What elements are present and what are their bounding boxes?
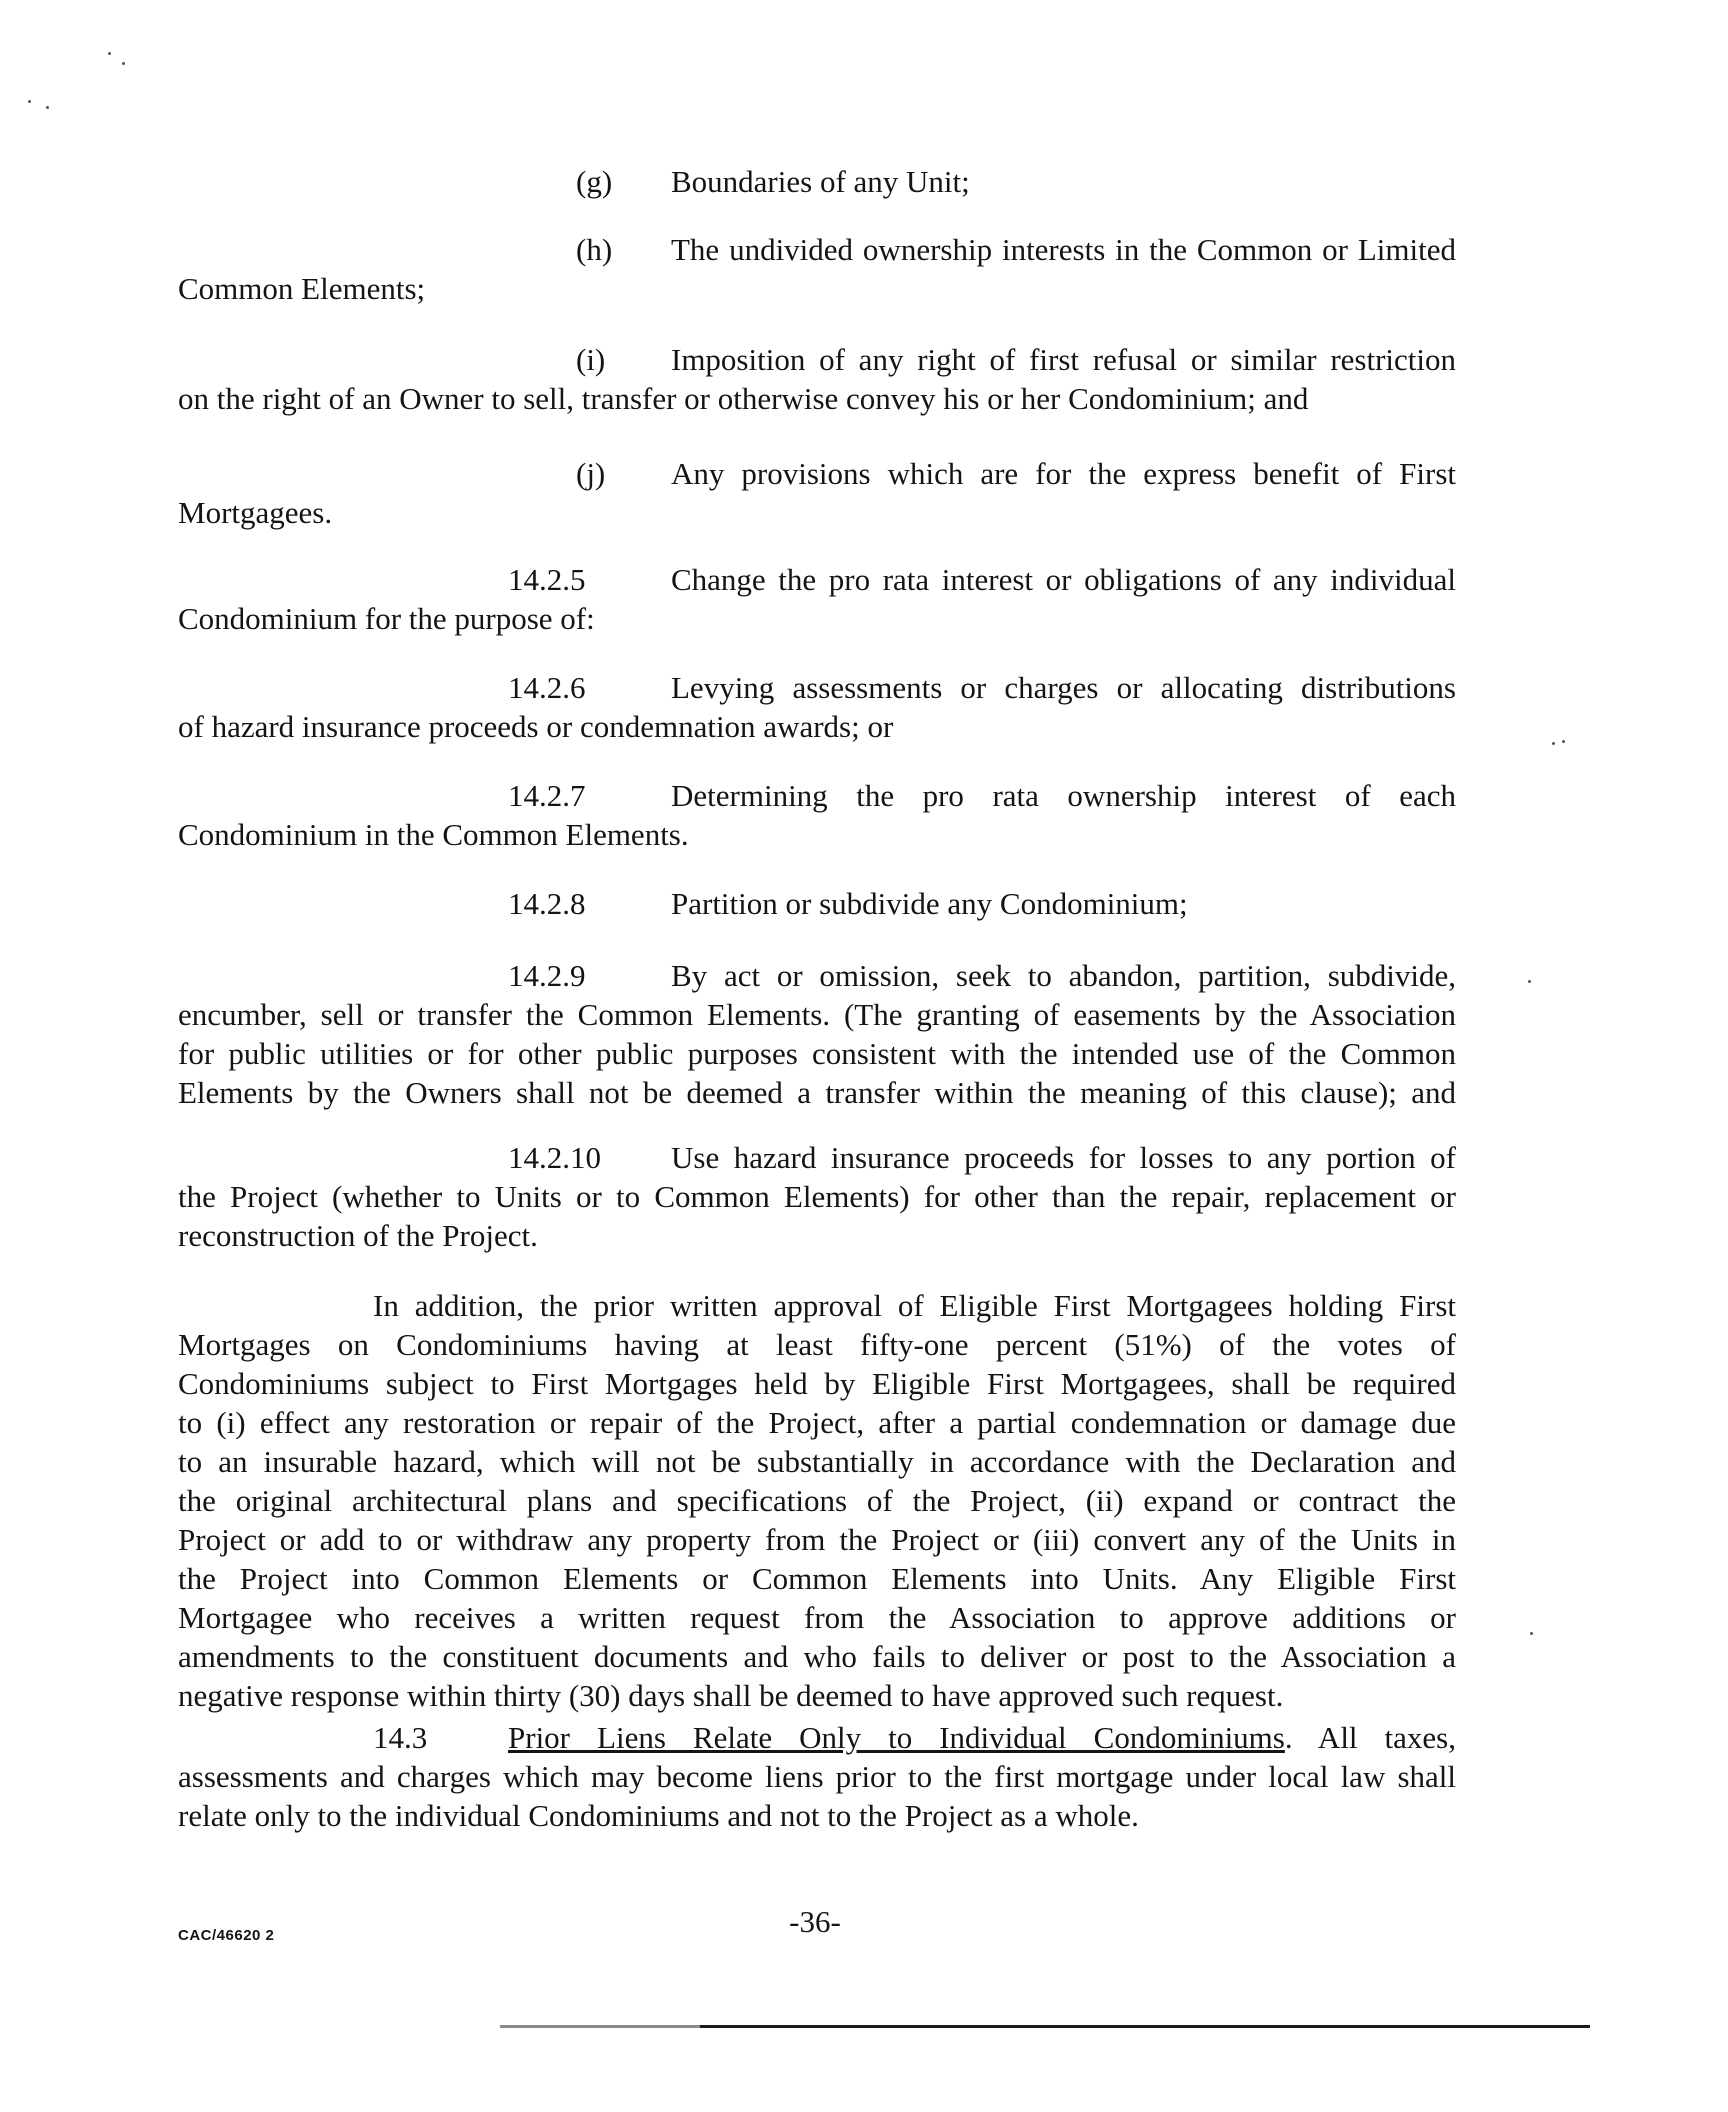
paragraph-line: to an insurable hazard, which will not be substantially in accordance with the Declaration and bbox=[178, 1444, 1456, 1479]
paragraph-line: the Project into Common Elements or Common Elements into Units. Any Eligible First bbox=[178, 1561, 1456, 1596]
section-number: 14.2.5 bbox=[508, 562, 586, 597]
scan-speck bbox=[1530, 1632, 1533, 1635]
section-number: 14.3 bbox=[373, 1720, 428, 1755]
section-text-line2: Condominium in the Common Elements. bbox=[178, 817, 689, 852]
section-text-line1: . All taxes, bbox=[1284, 1720, 1456, 1755]
item-text-line2: Common Elements; bbox=[178, 271, 426, 306]
paragraph-line: to (i) effect any restoration or repair of the Project, after a partial condemnation or damage due bbox=[178, 1405, 1456, 1440]
footer-rule-faded bbox=[500, 2025, 700, 2028]
section-14-2-8 bbox=[178, 884, 1456, 923]
item-text-line1: The undivided ownership interests in the Common or Limited bbox=[671, 232, 1456, 267]
scan-speck bbox=[1562, 740, 1565, 743]
scan-speck bbox=[28, 100, 31, 103]
item-text: Boundaries of any Unit; bbox=[671, 164, 970, 199]
section-heading: Prior Liens Relate Only to Individual Condominiums bbox=[508, 1720, 1285, 1755]
section-text-line4: Elements by the Owners shall not be deemed a transfer within the meaning of this clause); and bbox=[178, 1075, 1456, 1110]
section-14-2-10 bbox=[178, 1138, 1456, 1255]
section-text-line1: Change the pro rata interest or obligations of any individual bbox=[671, 562, 1456, 597]
section-text: Partition or subdivide any Condominium; bbox=[671, 886, 1188, 921]
scan-speck bbox=[46, 106, 49, 109]
scan-speck bbox=[1552, 742, 1555, 745]
item-text-line2: Mortgagees. bbox=[178, 495, 333, 530]
paragraph-line: the original architectural plans and specifications of the Project, (ii) expand or contract the bbox=[178, 1483, 1456, 1518]
item-text-line1: Imposition of any right of first refusal or similar restriction bbox=[671, 342, 1456, 377]
section-text-line1: By act or omission, seek to abandon, partition, subdivide, bbox=[671, 958, 1456, 993]
scan-speck bbox=[1528, 980, 1531, 983]
addition-paragraph bbox=[178, 1286, 1456, 1715]
section-text-line2: Condominium for the purpose of: bbox=[178, 601, 595, 636]
section-text-line3: for public utilities or for other public purposes consistent with the intended use of the Common bbox=[178, 1036, 1456, 1071]
section-number: 14.2.9 bbox=[508, 958, 586, 993]
paragraph-line: Mortgagee who receives a written request from the Association to approve additions or bbox=[178, 1600, 1456, 1635]
item-text-line1: Any provisions which are for the express benefit of First bbox=[671, 456, 1456, 491]
section-number: 14.2.8 bbox=[508, 886, 586, 921]
section-number: 14.2.6 bbox=[508, 670, 586, 705]
section-14-3 bbox=[178, 1718, 1456, 1835]
paragraph-line: Condominiums subject to First Mortgages held by Eligible First Mortgagees, shall be required bbox=[178, 1366, 1456, 1401]
paragraph-line: In addition, the prior written approval of Eligible First Mortgagees holding First bbox=[373, 1288, 1456, 1323]
section-text-line3: relate only to the individual Condominiums and not to the Project as a whole. bbox=[178, 1798, 1139, 1833]
item-label: (h) bbox=[576, 232, 613, 267]
section-text-line1: Determining the pro rata ownership interest of each bbox=[671, 778, 1456, 813]
item-j bbox=[178, 454, 1456, 532]
paragraph-line: Project or add to or withdraw any property from the Project or (iii) convert any of the Units in bbox=[178, 1522, 1456, 1557]
page-number: -36- bbox=[789, 1904, 841, 1939]
document-code: CAC/46620 2 bbox=[178, 1927, 275, 1944]
section-text-line2: the Project (whether to Units or to Common Elements) for other than the repair, replacement or bbox=[178, 1179, 1456, 1214]
section-text-line3: reconstruction of the Project. bbox=[178, 1218, 538, 1253]
paragraph-line: amendments to the constituent documents and who fails to deliver or post to the Association a bbox=[178, 1639, 1456, 1674]
item-label: (j) bbox=[576, 456, 606, 491]
section-text-line1: Levying assessments or charges or allocating distributions bbox=[671, 670, 1456, 705]
scan-speck bbox=[108, 52, 111, 55]
section-text-line2: of hazard insurance proceeds or condemnation awards; or bbox=[178, 709, 894, 744]
section-14-2-7 bbox=[178, 776, 1456, 854]
item-i bbox=[178, 340, 1456, 418]
section-number: 14.2.10 bbox=[508, 1140, 601, 1175]
section-14-2-6 bbox=[178, 668, 1456, 746]
section-number: 14.2.7 bbox=[508, 778, 586, 813]
section-text-line2: assessments and charges which may become liens prior to the first mortgage under local law shall bbox=[178, 1759, 1456, 1794]
item-text-line2: on the right of an Owner to sell, transfer or otherwise convey his or her Condominium; and bbox=[178, 381, 1309, 416]
item-g bbox=[178, 162, 1456, 201]
scan-speck bbox=[122, 62, 125, 65]
item-label: (g) bbox=[576, 164, 613, 199]
section-14-2-5 bbox=[178, 560, 1456, 638]
item-h bbox=[178, 230, 1456, 308]
section-text-line1: Use hazard insurance proceeds for losses to any portion of bbox=[671, 1140, 1456, 1175]
section-text-line2: encumber, sell or transfer the Common Elements. (The granting of easements by the Association bbox=[178, 997, 1456, 1032]
item-label: (i) bbox=[576, 342, 606, 377]
section-14-2-9 bbox=[178, 956, 1456, 1112]
paragraph-line: negative response within thirty (30) days shall be deemed to have approved such request. bbox=[178, 1678, 1284, 1713]
paragraph-line: Mortgages on Condominiums having at least fifty-one percent (51%) of the votes of bbox=[178, 1327, 1456, 1362]
